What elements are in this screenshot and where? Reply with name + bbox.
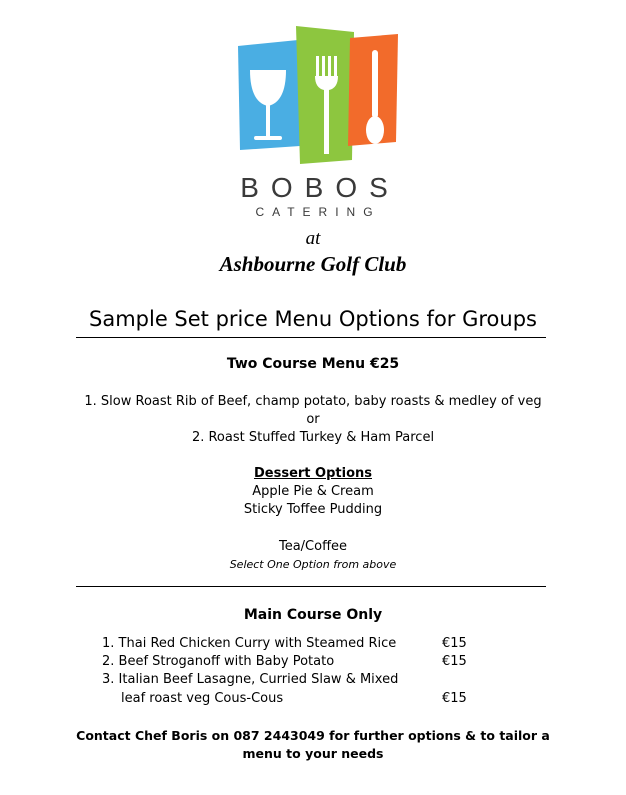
main-item-number: 1. [102,636,115,651]
brand-name: BOBOS [240,172,400,203]
main-item-3 [102,671,398,689]
dessert-options-title: Dessert Options [253,466,372,481]
main-item-1 [102,635,396,653]
main-course-title: Main Course Only [243,607,383,623]
dessert-item-2: Sticky Toffee Pudding [243,502,383,517]
section-divider [76,586,546,587]
two-course-title: Two Course Menu €25 [226,356,400,372]
or-text: or [306,412,320,427]
two-course-option-2: 2. Roast Stuffed Turkey & Ham Parcel [191,430,435,445]
page-title: Sample Set price Menu Options for Groups [89,307,537,331]
contact-line-2: menu to your needs [242,746,384,761]
contact-line-1: Contact Chef Boris on 087 2443049 for further options & to tailor a [76,728,550,743]
bobos-logo-graphic [236,26,400,168]
contact-info [0,727,626,763]
main-item-3-price: €15 [442,691,467,706]
venue-name: Ashbourne Golf Club [219,252,407,276]
main-item-number: 2. [102,654,115,669]
main-item-name: Beef Stroganoff with Baby Potato [118,654,335,669]
main-item-number: 3. [102,672,115,687]
two-course-option-1: 1. Slow Roast Rib of Beef, champ potato, baby roasts & medley of veg [84,394,542,409]
main-item-2 [102,653,334,671]
brand-tagline: CATERING [255,205,381,219]
main-item-3-continued: leaf roast veg Cous-Cous [121,691,284,706]
main-item-name: Italian Beef Lasagne, Curried Slaw & Mixed [118,672,399,687]
main-item-2-price: €15 [442,654,467,669]
dessert-item-1: Apple Pie & Cream [252,484,374,499]
select-note: Select One Option from above [229,558,397,571]
main-item-1-price: €15 [442,636,467,651]
title-underline [76,337,546,338]
at-text: at [305,228,321,249]
tea-coffee: Tea/Coffee [278,539,348,554]
main-item-name: Thai Red Chicken Curry with Steamed Rice [118,636,397,651]
